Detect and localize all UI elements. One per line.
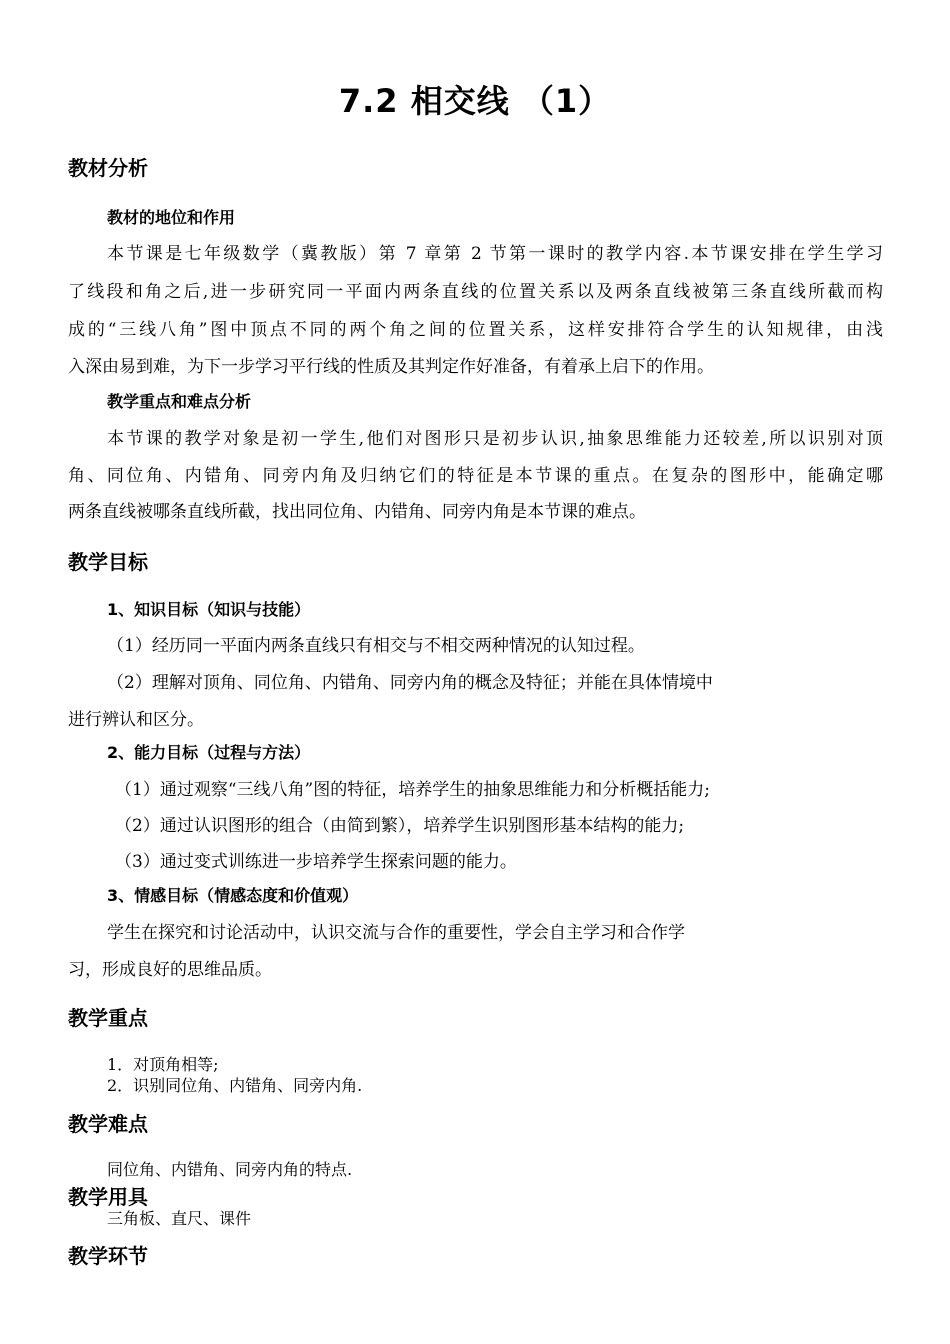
objective-item: （1）通过观察“三线八角”图的特征，培养学生的抽象思维能力和分析概括能力; (115, 780, 710, 800)
objective-item: 习，形成良好的思维品质。 (68, 960, 272, 980)
objective-item: （2）通过认识图形的组合（由简到繁），培养学生识别图形基本结构的能力; (115, 816, 685, 836)
objective-ability: 2、能力目标（过程与方法） (107, 743, 311, 762)
heading-teaching-steps: 教学环节 (68, 1244, 148, 1268)
heading-tools: 教学用具 (68, 1185, 148, 1209)
heading-objectives: 教学目标 (68, 550, 148, 574)
objective-item: 进行辨认和区分。 (68, 710, 204, 730)
objective-emotion: 3、情感目标（情感态度和价值观） (107, 886, 359, 905)
paragraph-line: 成的“三线八角”图中顶点不同的两个角之间的位置关系，这样安排符合学生的认知规律，由浅 (68, 320, 883, 340)
difficulties-text: 同位角、内错角、同旁内角的特点. (107, 1160, 353, 1179)
list-item: 2．识别同位角、内错角、同旁内角. (107, 1076, 363, 1095)
paragraph-line: 本节课是七年级数学（冀教版）第 7 章第 2 节第一课时的教学内容.本节课安排在学生学习 (107, 244, 883, 264)
objective-item: （2）理解对顶角、同位角、内错角、同旁内角的概念及特征；并能在具体情境中 (107, 673, 713, 693)
tools-text: 三角板、直尺、课件 (107, 1209, 252, 1228)
objective-item: 学生在探究和讨论活动中，认识交流与合作的重要性，学会自主学习和合作学 (107, 923, 685, 943)
heading-key-points: 教学重点 (68, 1006, 148, 1030)
paragraph-line: 本节课的教学对象是初一学生,他们对图形只是初步认识,抽象思维能力还较差,所以识别对顶 (107, 429, 883, 449)
heading-difficulties: 教学难点 (68, 1112, 148, 1136)
objective-item: （1）经历同一平面内两条直线只有相交与不相交两种情况的认知过程。 (107, 636, 645, 656)
subheading-key-points: 教学重点和难点分析 (107, 392, 252, 411)
paragraph-line: 角、同位角、内错角、同旁内角及归纳它们的特征是本节课的重点。在复杂的图形中，能确定哪 (68, 466, 883, 486)
subheading-role: 教材的地位和作用 (107, 208, 236, 227)
paragraph-line: 入深由易到难，为下一步学习平行线的性质及其判定作好准备，有着承上启下的作用。 (68, 357, 714, 377)
objective-item: （3）通过变式训练进一步培养学生探索问题的能力。 (115, 852, 517, 872)
heading-material-analysis: 教材分析 (68, 156, 148, 180)
objective-knowledge: 1、知识目标（知识与技能） (107, 600, 311, 619)
paragraph-line: 两条直线被哪条直线所截，找出同位角、内错角、同旁内角是本节课的难点。 (68, 502, 646, 522)
paragraph-line: 了线段和角之后,进一步研究同一平面内两条直线的位置关系以及两条直线被第三条直线所截而构 (68, 282, 883, 302)
list-item: 1．对顶角相等; (107, 1055, 219, 1074)
page-title: 7.2 相交线 （1） (338, 82, 612, 120)
